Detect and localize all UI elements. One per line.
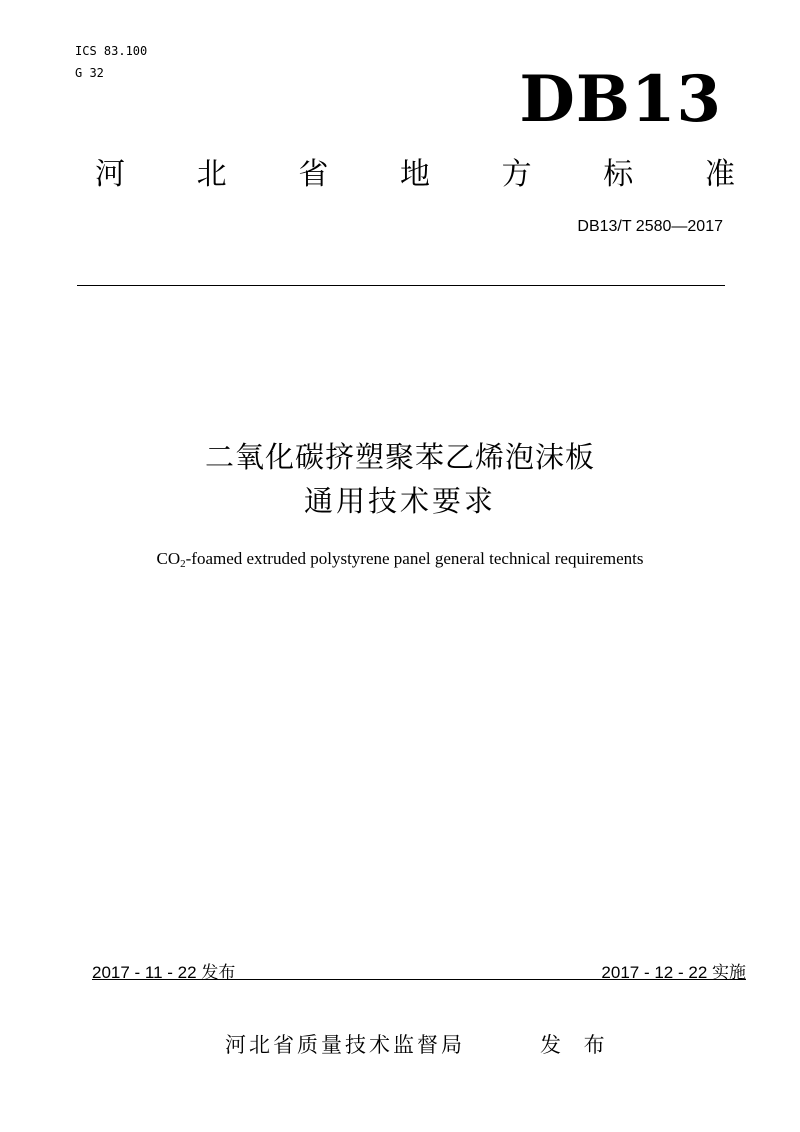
ccs-code: G 32 xyxy=(75,66,104,80)
document-title-line-2: 通用技术要求 xyxy=(303,484,496,518)
standard-number: DB13/T 2580—2017 xyxy=(577,218,723,235)
english-title-rest: -foamed extruded polystyrene panel general technical requirements xyxy=(185,549,644,568)
standard-type-char: 地 xyxy=(399,157,430,192)
issuing-action: 发 布 xyxy=(540,1033,613,1057)
issuing-authority: 河北省质量技术监督局 xyxy=(225,1033,465,1057)
implementation-date: 2017 - 12 - 22 实施 xyxy=(601,963,746,982)
header-divider xyxy=(77,285,725,286)
standard-type-char: 标 xyxy=(603,157,634,192)
ics-code: ICS 83.100 xyxy=(75,44,148,58)
standard-type-char: 方 xyxy=(501,157,532,192)
issue-date: 2017 - 11 - 22 发布 xyxy=(92,963,236,982)
document-title-line-1: 二氧化碳挤塑聚苯乙烯泡沫板 xyxy=(204,440,595,474)
standard-code-mark: DB13 xyxy=(519,62,722,137)
standard-type-char: 河 xyxy=(95,157,125,192)
english-title xyxy=(0,549,800,570)
standard-type-char: 省 xyxy=(298,157,329,192)
english-title-prefix: CO xyxy=(156,549,181,568)
standard-type-heading xyxy=(95,155,735,195)
footer-divider xyxy=(92,979,746,980)
standard-type-char: 准 xyxy=(704,157,735,192)
classification-codes xyxy=(75,40,147,84)
standard-type-char: 北 xyxy=(196,157,227,192)
english-title-subscript: 2 xyxy=(180,558,186,570)
